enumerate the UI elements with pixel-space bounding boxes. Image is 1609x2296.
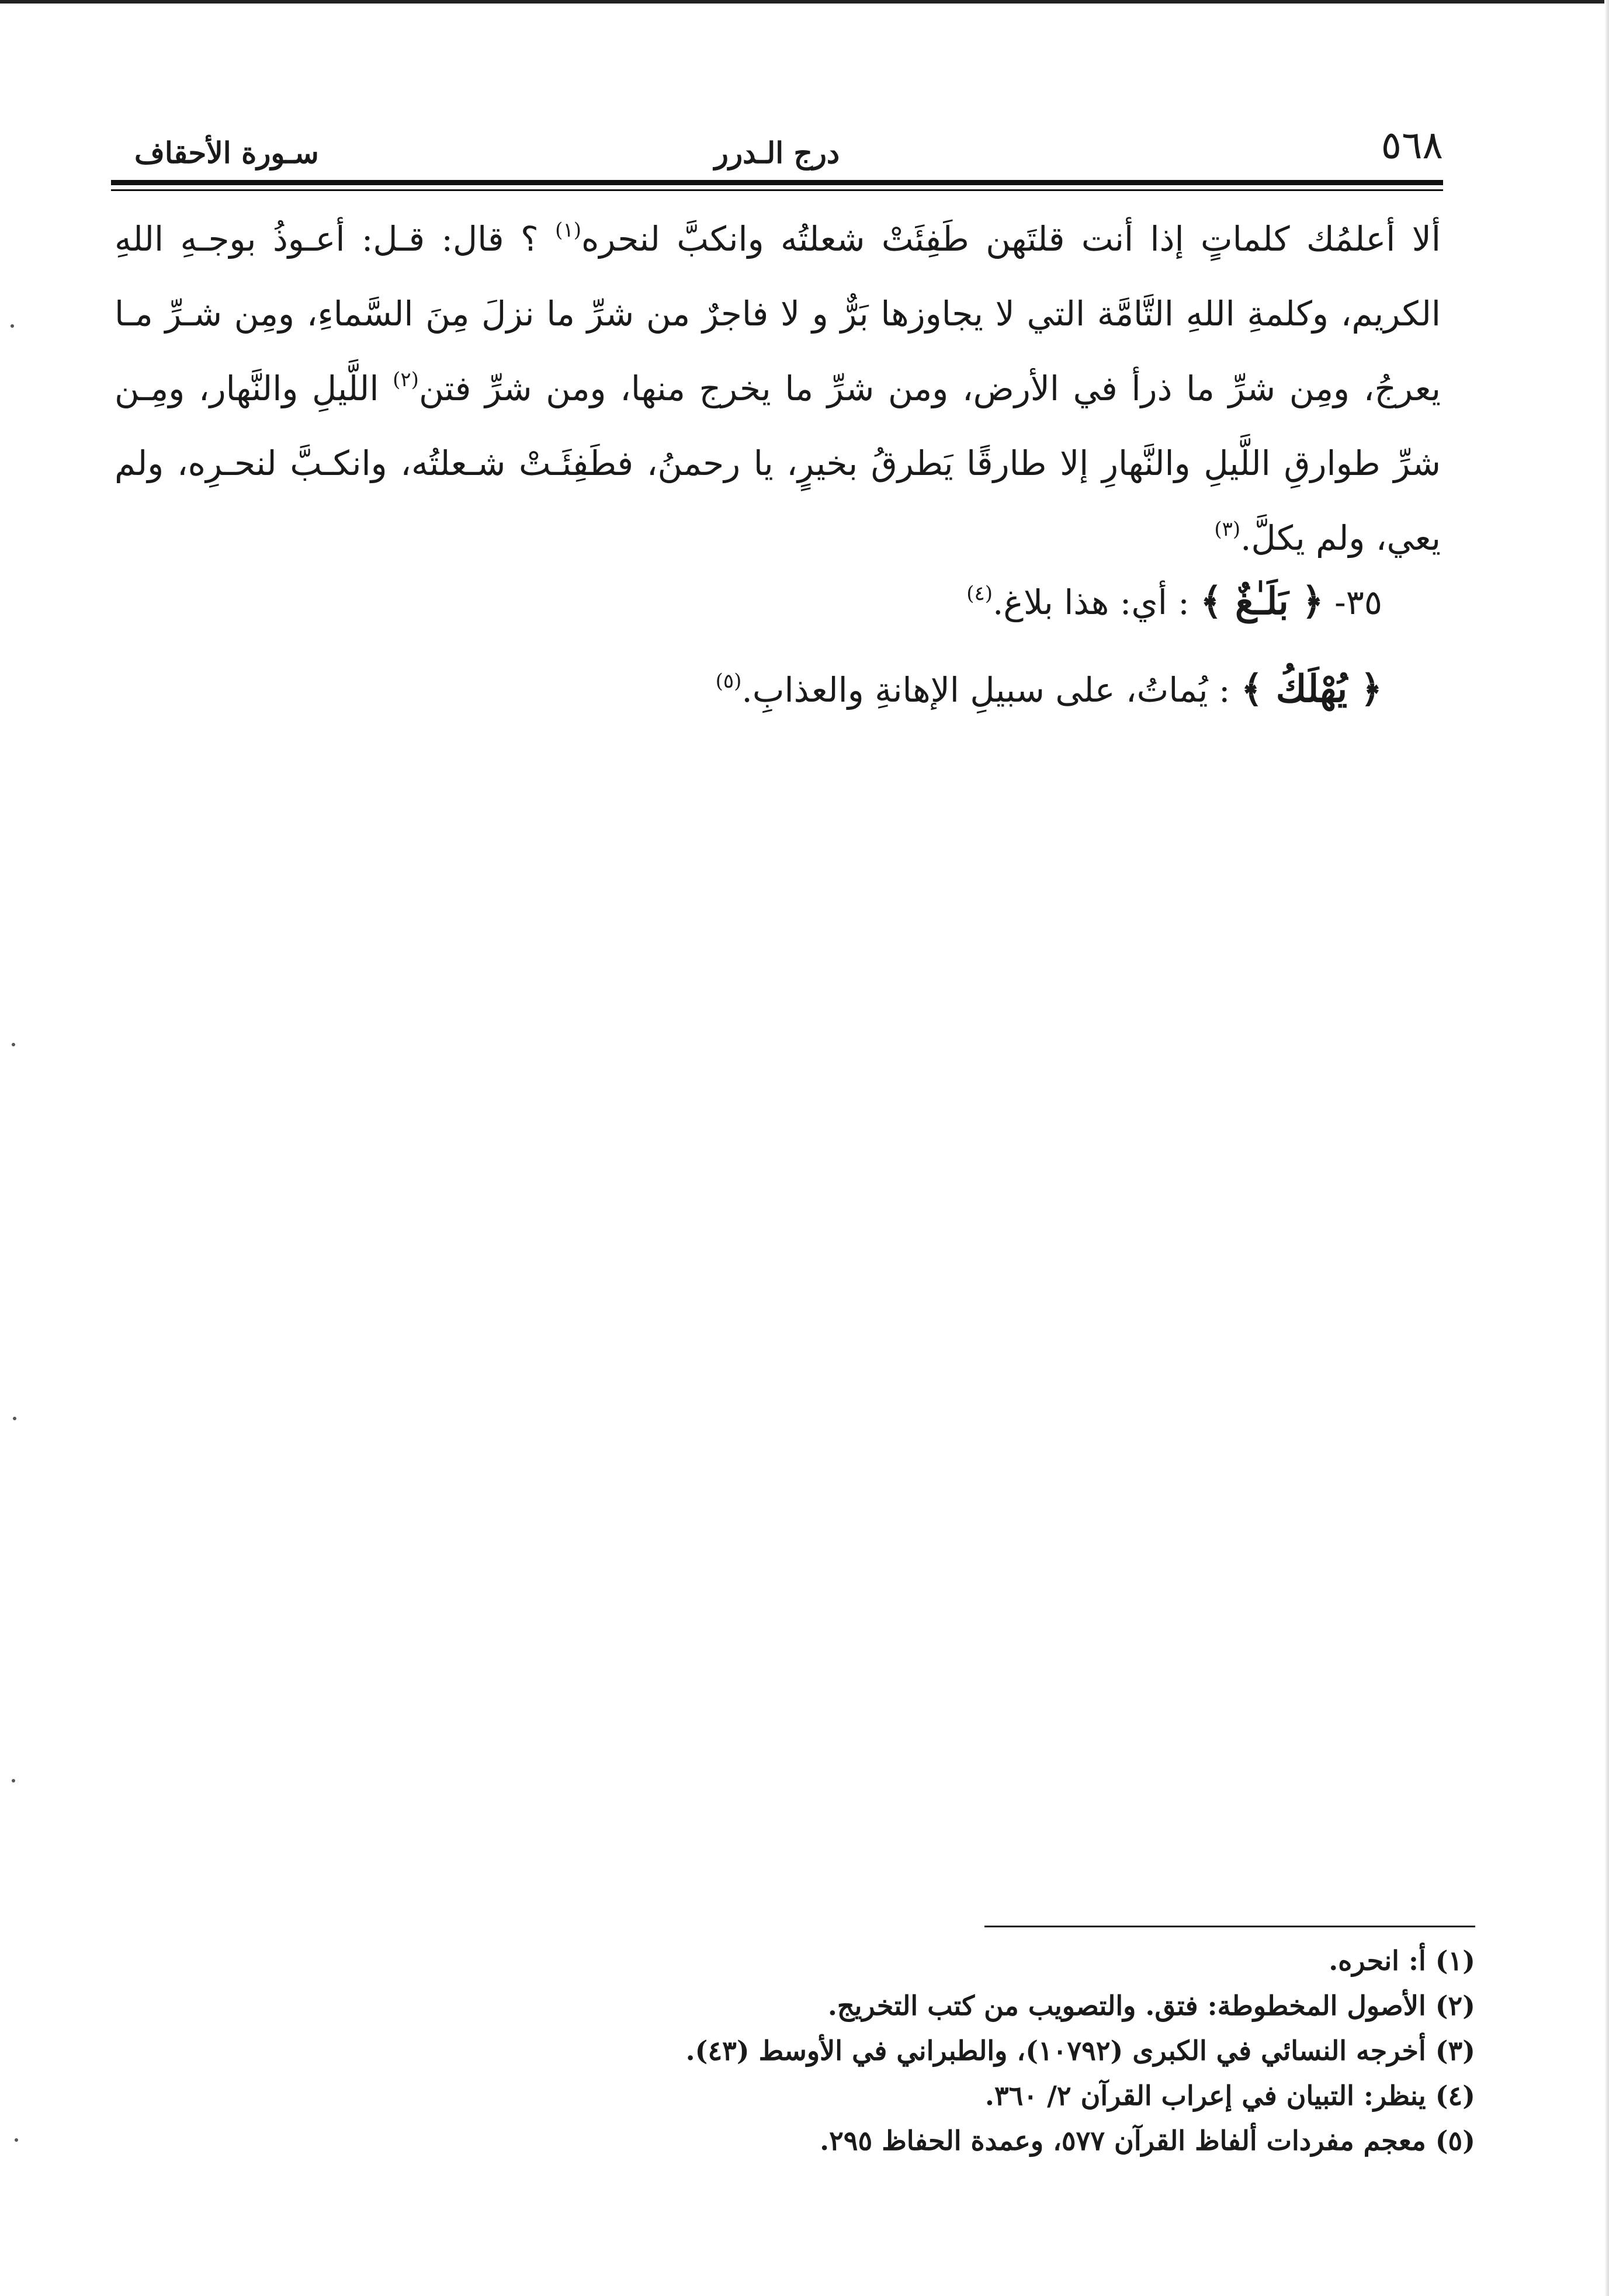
verse-number: ٣٥- xyxy=(1334,582,1382,622)
footnote-marker: (٤) xyxy=(966,582,993,606)
surah-title: سـورة الأحقاف xyxy=(134,136,319,170)
body-text-part: اللَّيلِ والنَّهار، ومِـن شرِّ طوارقِ اللَّيلِ والنَّهارِ إلا طارقًا يَطرقُ بخيرٍ، يا رحمنُ، فطَفِئَـتْ شـعلتُه، وانكـبَّ لنحـرِه، ولم يعي، ولم يكلَّ. xyxy=(115,369,1441,558)
verse-gloss-line xyxy=(115,657,1382,722)
quranic-term: ﴿ يُهْلَكُ ﴾ xyxy=(1241,667,1382,711)
footnote-marker: (٣) xyxy=(1214,518,1241,542)
scan-speck xyxy=(15,2138,18,2142)
scan-speck xyxy=(13,1417,16,1420)
body-paragraph xyxy=(115,202,1441,575)
header-rule-thin xyxy=(111,189,1443,191)
page-number: ٥٦٨ xyxy=(1381,123,1443,168)
scan-speck xyxy=(12,1779,15,1782)
footnote: (٥) معجم مفردات ألفاظ القرآن ٥٧٧، وعمدة الحفاظ ٢٩٥. xyxy=(820,2125,1475,2156)
footnote-marker: (٢) xyxy=(393,368,419,392)
footnote: (٤) ينظر: التبيان في إعراب القرآن ٢/ ٣٦٠. xyxy=(984,2080,1475,2111)
quranic-term: ﴿ بَلَـٰغٌ ﴾ xyxy=(1200,580,1324,623)
body-text-part: ألا أعلمُك كلماتٍ إذا أنت قلتَهن طَفِئَتْ شعلتُه وانكبَّ لنحره xyxy=(581,219,1441,259)
footnote-separator xyxy=(984,1926,1475,1927)
scan-right-edge xyxy=(1604,0,1609,2296)
scan-top-edge xyxy=(0,0,1609,4)
body-text-part: ؟ قال: قـل: أعـوذُ بوجـهِ اللهِ الكريم، وكلمةِ اللهِ التَّامَّة التي لا يجاوزها بَرٌّ و لا فاجرٌ من شرِّ ما نزلَ مِنَ السَّماءِ، ومِن شـرِّ مـا يعرجُ، ومِن شرِّ ما ذرأ في الأرض، ومن شرِّ ما يخرج منها، ومن شرِّ فتن xyxy=(115,219,1441,408)
footnote: (١) أ: انحره. xyxy=(1329,1945,1475,1976)
footnote-marker: (١) xyxy=(555,218,581,242)
footnote: (٣) أخرجه النسائي في الكبرى (١٠٧٩٢)، والطبراني في الأوسط (٤٣). xyxy=(685,2035,1475,2066)
book-title: درج الـدرر xyxy=(714,136,840,170)
gloss-text: : أي: هذا بلاغ. xyxy=(992,582,1201,622)
gloss-text: : يُماتُ، على سبيلِ الإهانةِ والعذابِ. xyxy=(741,670,1241,710)
scan-speck xyxy=(12,1043,15,1046)
verse-gloss-line xyxy=(115,570,1382,634)
header-rule-thick xyxy=(111,180,1443,185)
footnote-marker: (٥) xyxy=(715,670,742,693)
scan-speck xyxy=(11,324,14,328)
running-head xyxy=(111,117,1443,181)
footnote: (٢) الأصول المخطوطة: فتق. والتصويب من كتب التخريج. xyxy=(827,1990,1475,2021)
footnotes xyxy=(584,1938,1475,2163)
